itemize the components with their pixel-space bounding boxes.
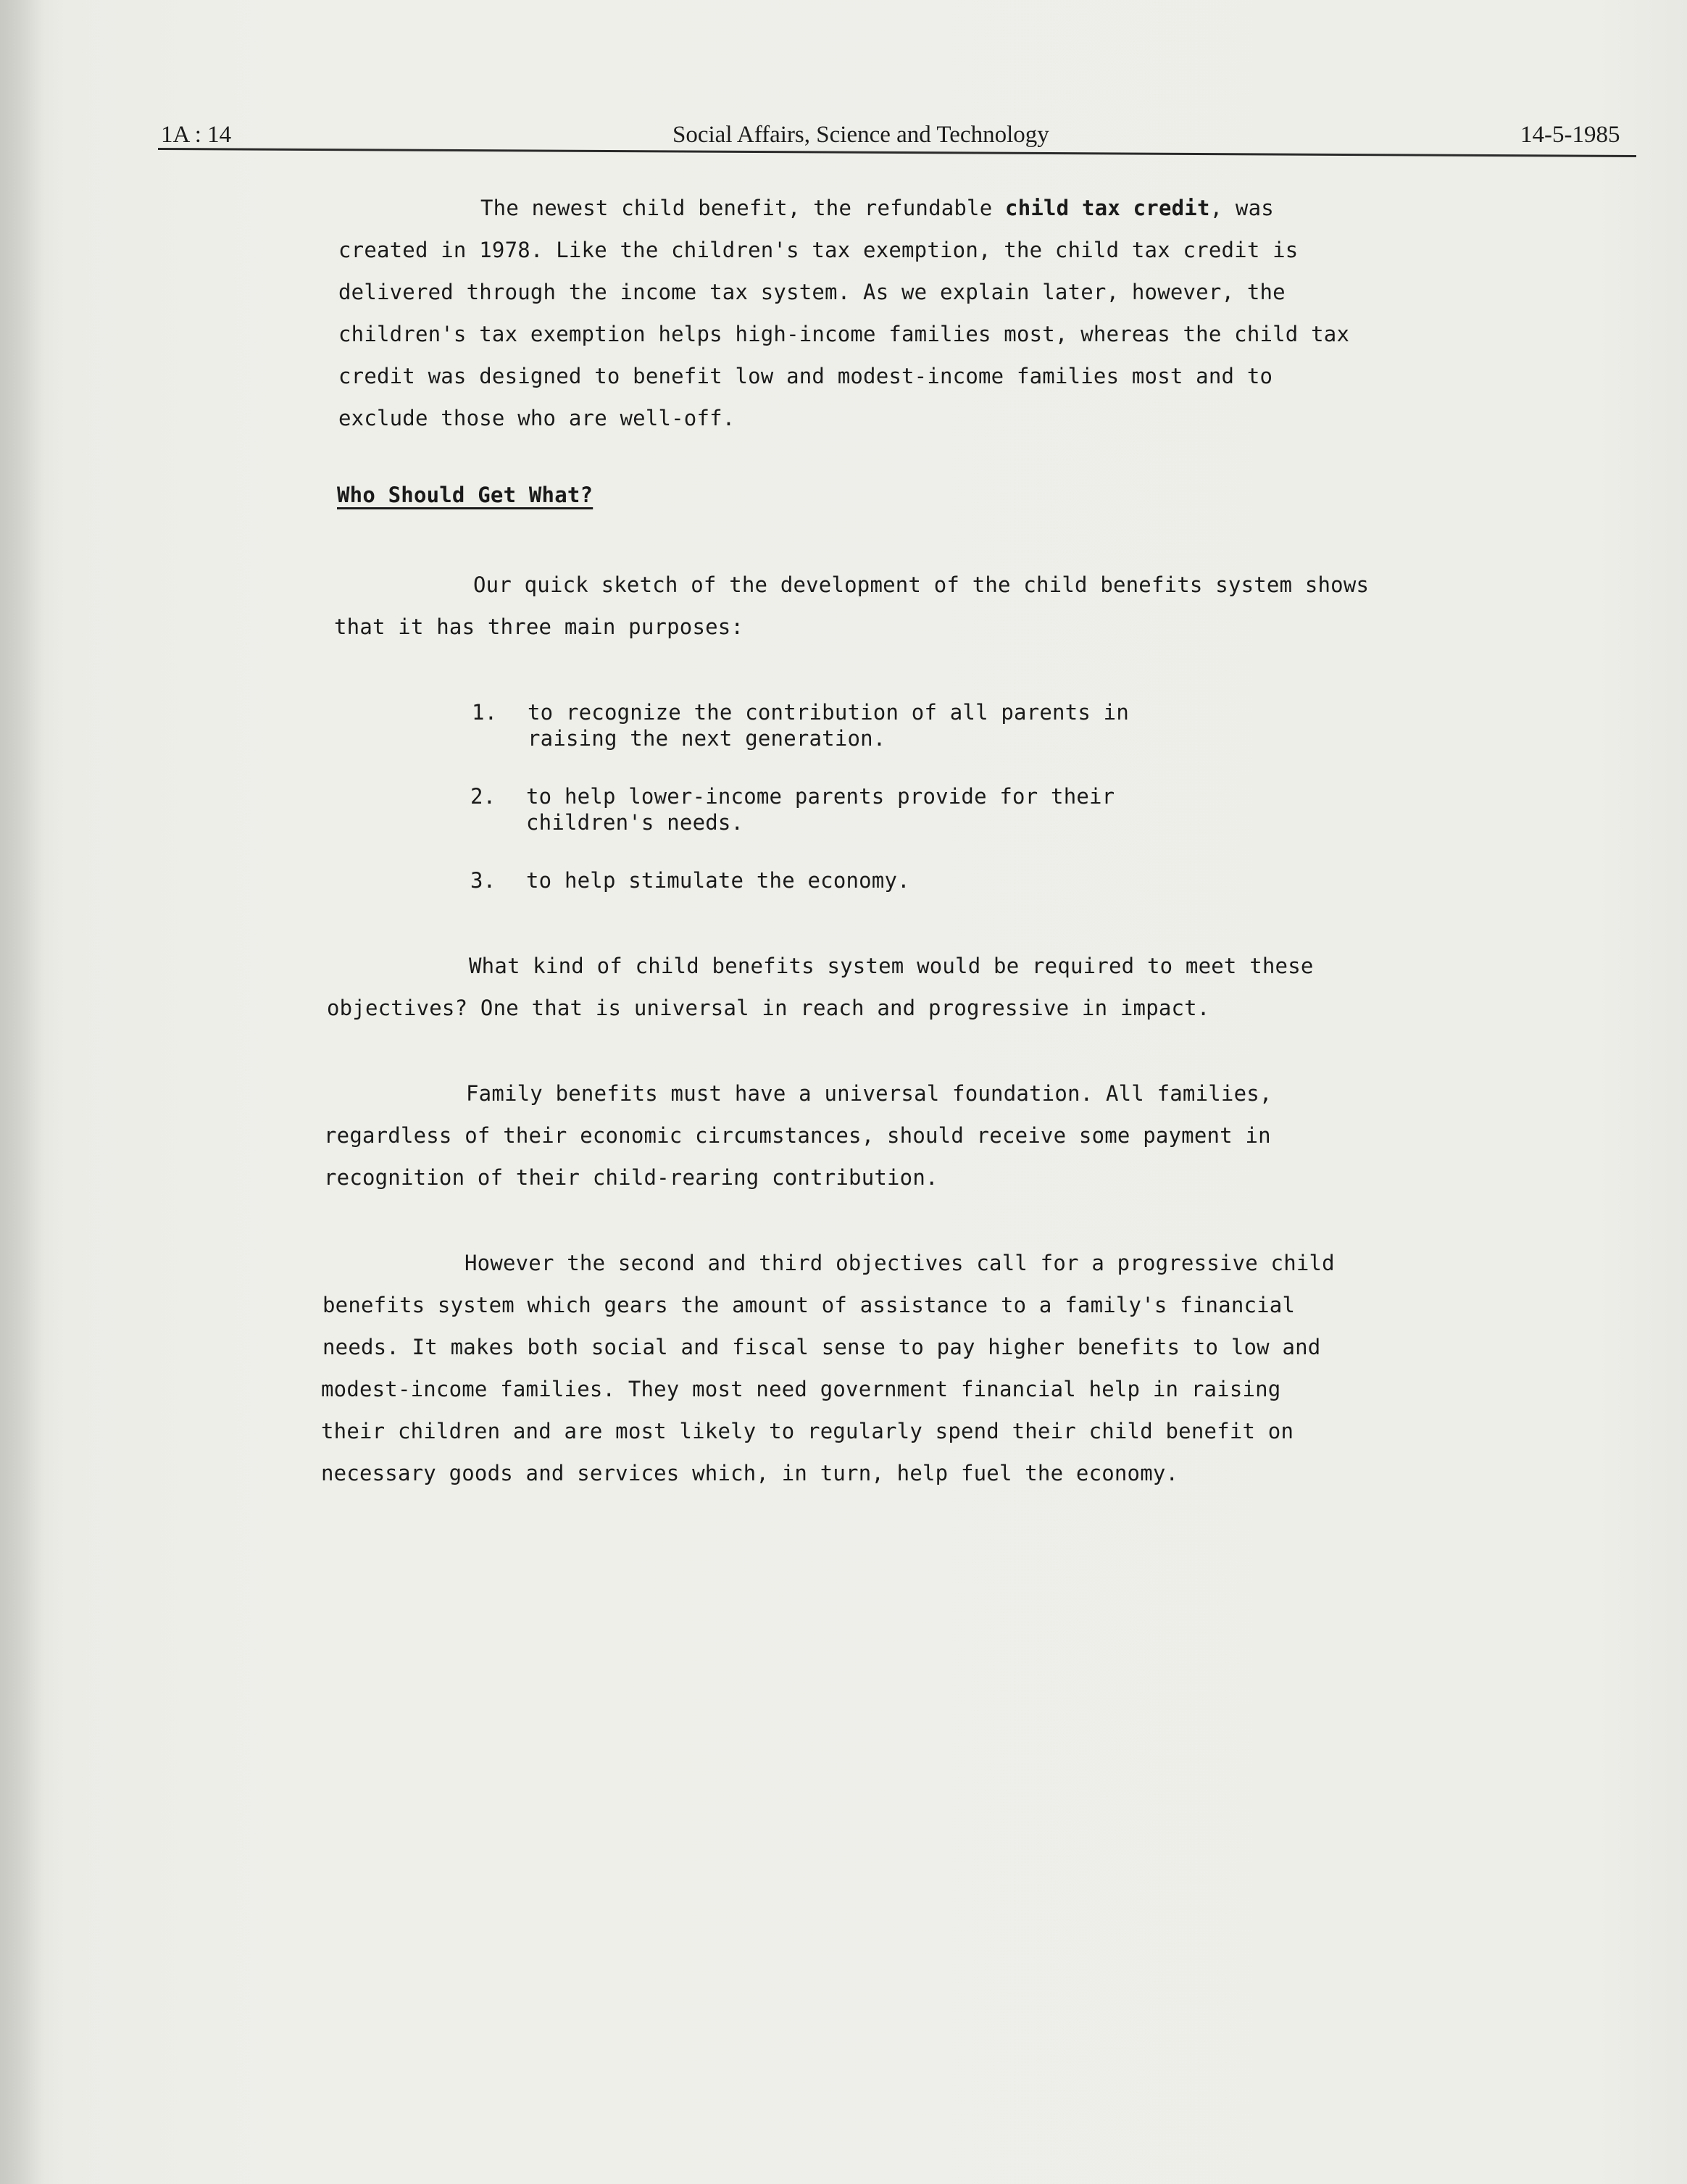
- list-item-1-line-2: raising the next generation.: [528, 726, 886, 751]
- page-edge-shadow: [0, 0, 43, 2184]
- page-number: 1A : 14: [161, 122, 232, 148]
- paragraph-1-line-5: credit was designed to benefit low and modest-income families most and to: [338, 364, 1273, 388]
- header-rule: [158, 148, 1636, 157]
- paragraph-4-line-1: Family benefits must have a universal foundation. All families,: [466, 1081, 1272, 1106]
- paragraph-4-line-2: regardless of their economic circumstances, should receive some payment in: [324, 1123, 1271, 1148]
- paragraph-3-line-1: What kind of child benefits system would be required to meet these: [469, 954, 1314, 978]
- paragraph-5-line-2: benefits system which gears the amount of assistance to a family's financial: [322, 1293, 1296, 1317]
- paragraph-5-line-6: necessary goods and services which, in turn, help fuel the economy.: [321, 1461, 1179, 1485]
- section-title: Social Affairs, Science and Technology: [672, 122, 1049, 148]
- list-item-2-number: 2.: [470, 784, 496, 809]
- paragraph-4-line-3: recognition of their child-rearing contribution.: [324, 1165, 938, 1190]
- paragraph-1-line-6: exclude those who are well-off.: [338, 406, 736, 430]
- paragraph-1-line-1-pre: The newest child benefit, the refundable: [480, 196, 1006, 220]
- section-heading: Who Should Get What?: [337, 483, 593, 507]
- paragraph-2-line-2: that it has three main purposes:: [334, 614, 744, 639]
- paragraph-3-line-2: objectives? One that is universal in reach and progressive in impact.: [327, 996, 1210, 1020]
- list-item-1-line-1: to recognize the contribution of all parents in: [528, 700, 1129, 725]
- header-date: 14-5-1985: [1520, 122, 1620, 148]
- paragraph-2-line-1: Our quick sketch of the development of the child benefits system shows: [473, 572, 1370, 597]
- paragraph-5-line-4: modest-income families. They most need government financial help in raising: [321, 1377, 1281, 1401]
- list-item-3-number: 3.: [470, 868, 496, 893]
- paragraph-5-line-5: their children and are most likely to regularly spend their child benefit on: [321, 1419, 1294, 1443]
- paragraph-1-line-2: created in 1978. Like the children's tax exemption, the child tax credit is: [338, 238, 1299, 262]
- paragraph-1-line-3: delivered through the income tax system. As we explain later, however, the: [338, 280, 1286, 304]
- paragraph-5-line-1: However the second and third objectives call for a progressive child: [465, 1251, 1335, 1275]
- paragraph-1-line-1-post: , was: [1209, 196, 1274, 220]
- paragraph-5-line-3: needs. It makes both social and fiscal sense to pay higher benefits to low and: [322, 1335, 1321, 1359]
- list-item-1-number: 1.: [472, 700, 498, 725]
- paragraph-1-line-4: children's tax exemption helps high-income families most, whereas the child tax: [338, 322, 1350, 346]
- paragraph-1-line-1: [480, 196, 1274, 220]
- list-item-2-line-1: to help lower-income parents provide for their: [526, 784, 1115, 809]
- list-item-2-line-2: children's needs.: [526, 810, 744, 835]
- list-item-3-line-1: to help stimulate the economy.: [526, 868, 910, 893]
- child-tax-credit-term: child tax credit: [1005, 196, 1210, 220]
